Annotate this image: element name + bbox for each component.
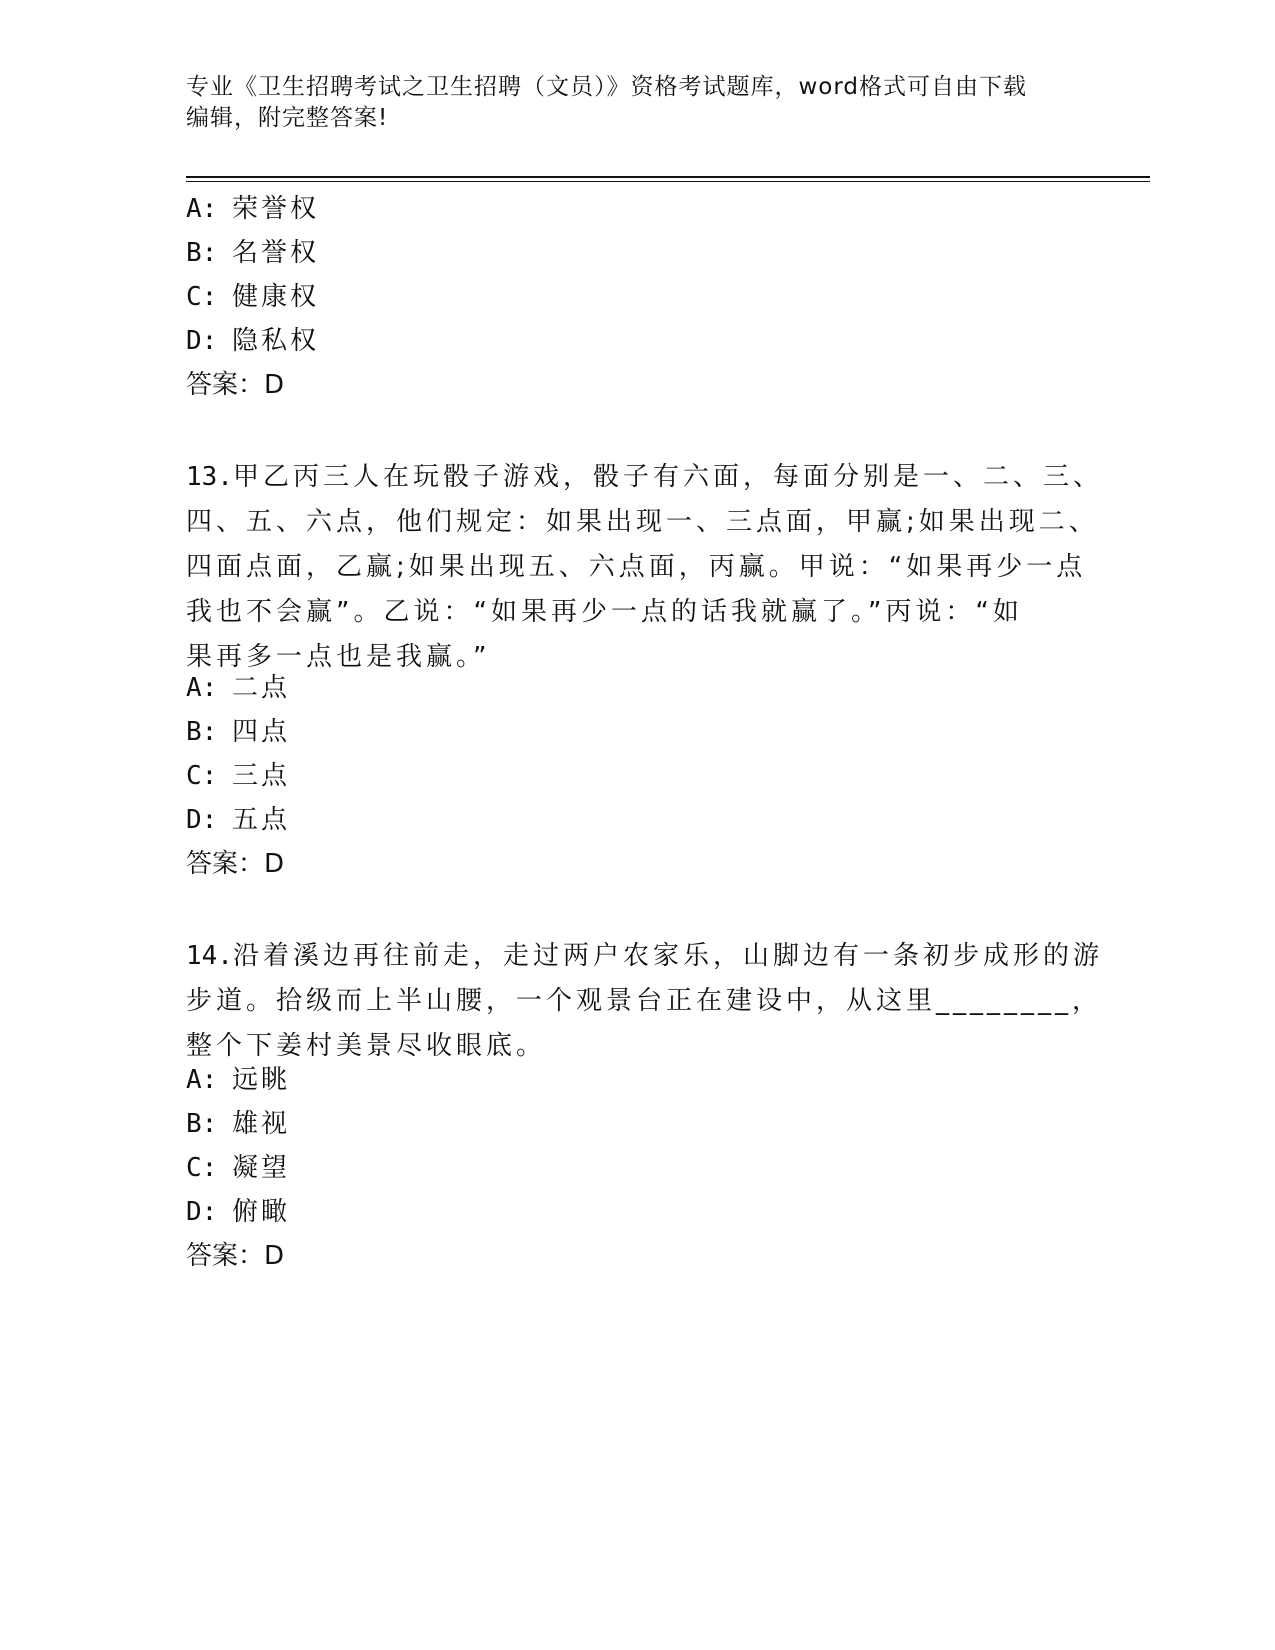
q12-option-b — [186, 238, 319, 268]
option-text: 健康权 — [232, 282, 320, 312]
question-number: 14. — [186, 941, 233, 971]
q13-option-d — [186, 805, 290, 835]
option-text: 荣誉权 — [232, 194, 320, 224]
option-text: 凝望 — [232, 1153, 291, 1183]
option-letter: C: — [186, 1153, 218, 1183]
q13-stem — [186, 455, 1103, 680]
q12-answer: 答案：D — [186, 370, 285, 400]
option-letter: B: — [186, 1109, 218, 1139]
question-number: 13. — [186, 462, 233, 492]
header-line-2: 编辑，附完整答案! — [186, 105, 389, 131]
option-letter: A: — [186, 194, 218, 224]
option-letter: A: — [186, 1065, 218, 1095]
q13-option-a — [186, 673, 290, 703]
option-letter: D: — [186, 805, 218, 835]
option-text: 俯瞰 — [232, 1197, 291, 1227]
option-letter: B: — [186, 717, 218, 747]
q13-option-c — [186, 761, 290, 791]
q14-line-2: 步道。拾级而上半山腰，一个观景台正在建设中，从这里________， — [186, 986, 1103, 1016]
q14-option-b — [186, 1109, 290, 1139]
option-text: 五点 — [232, 805, 291, 835]
option-letter: B: — [186, 238, 218, 268]
q14-option-c — [186, 1153, 290, 1183]
header-divider-thin — [186, 181, 1150, 182]
q13-line-2: 四、五、六点，他们规定：如果出现一、三点面，甲赢;如果出现二、 — [186, 507, 1099, 537]
option-letter: A: — [186, 673, 218, 703]
option-letter: D: — [186, 326, 218, 356]
option-text: 二点 — [232, 673, 291, 703]
option-text: 雄视 — [232, 1109, 291, 1139]
option-text: 远眺 — [232, 1065, 291, 1095]
option-text: 隐私权 — [232, 326, 320, 356]
header-line-1: 专业《卫生招聘考试之卫生招聘（文员）》资格考试题库，word格式可自由下载 — [186, 74, 1028, 100]
option-letter: C: — [186, 761, 218, 791]
q14-answer: 答案：D — [186, 1241, 285, 1271]
q13-line-3: 四面点面，乙赢;如果出现五、六点面，丙赢。甲说：“如果再少一点 — [186, 552, 1087, 582]
q12-option-c — [186, 282, 319, 312]
q13-line-1 — [186, 455, 1103, 500]
q13-option-b — [186, 717, 290, 747]
option-text: 四点 — [232, 717, 291, 747]
q14-stem — [186, 934, 1103, 1069]
q13-line-5: 果再多一点也是我赢。” — [186, 642, 491, 672]
option-letter: D: — [186, 1197, 218, 1227]
q13-line-1-text: 甲乙丙三人在玩骰子游戏，骰子有六面，每面分别是一、二、三、 — [232, 462, 1103, 492]
option-text: 三点 — [232, 761, 291, 791]
q14-option-a — [186, 1065, 290, 1095]
q14-line-3: 整个下姜村美景尽收眼底。 — [186, 1031, 547, 1061]
q12-option-a — [186, 194, 319, 224]
q13-line-4: 我也不会赢”。乙说：“如果再少一点的话我就赢了。”丙说：“如 — [186, 597, 1023, 627]
option-letter: C: — [186, 282, 218, 312]
q14-line-1 — [186, 934, 1103, 979]
q14-option-d — [186, 1197, 290, 1227]
document-header — [186, 72, 1066, 134]
q12-option-d — [186, 326, 319, 356]
option-text: 名誉权 — [232, 238, 320, 268]
q13-answer: 答案：D — [186, 849, 285, 879]
header-divider-thick — [186, 176, 1150, 178]
q14-line-1-text: 沿着溪边再往前走，走过两户农家乐，山脚边有一条初步成形的游 — [232, 941, 1103, 971]
